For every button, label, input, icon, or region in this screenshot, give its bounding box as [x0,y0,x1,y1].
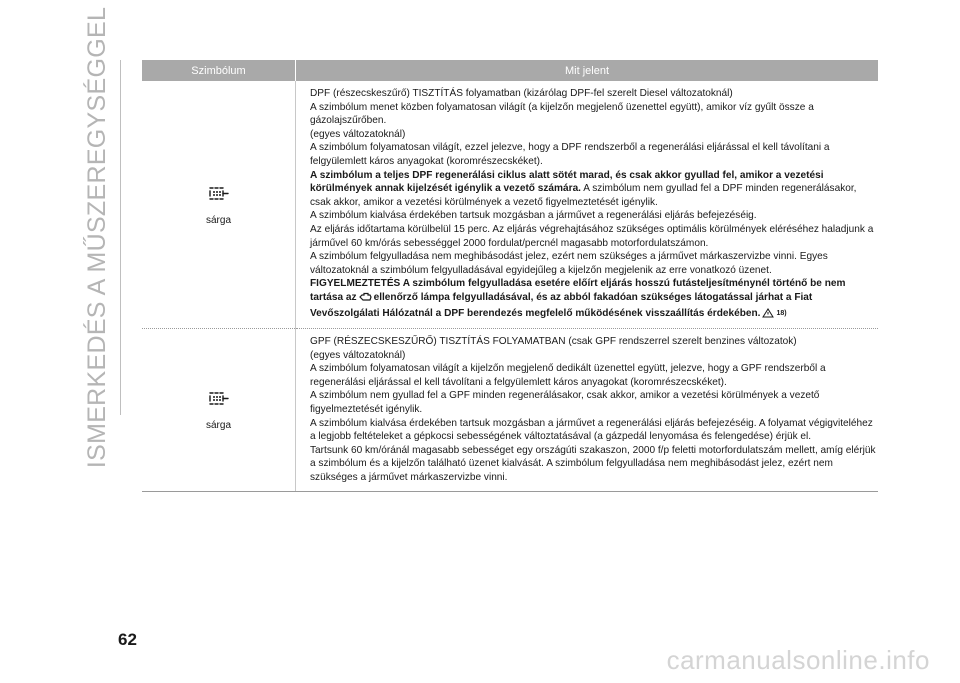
symbol-color-label: sárga [205,214,231,226]
description-text: (egyes változatoknál) [310,128,406,140]
symbol-color-label: sárga [205,419,231,431]
meaning-cell [296,329,879,492]
description-text: DPF (részecskeszűrő) TISZTÍTÁS folyamatban (kizárólag DPF-fel szerelt Diesel változatoknál) [310,88,733,99]
book-reference-icon [762,308,774,323]
engine-warning-icon [359,292,372,307]
header-meaning: Mit jelent [296,60,879,81]
description-text: A szimbólum folyamatosan világít a kijelzőn megjelenő dedikált üzenettel együtt, jelezve, hogy a GPF rendszerből a regenerálási eljárással el kell távolítani a felgyülemlett káros anyagokat (koromrészecskéket). [310,363,826,388]
description-text: Tartsunk 60 km/óránál magasabb sebességet egy országúti szakaszon, 2000 f/p feletti motorfordulatszám mellett, amíg elérjük a szimbólum és a kijelzőn található üzenet kialvását. A szimbólum felgyulladása nem meghibásodást jelez, ezért nem szükséges a járművet márkaszervizbe vinni. [310,444,876,484]
warning-text: FIGYELMEZTETÉS A szimbólum felgyulladása esetére előírt eljárás hosszú futásteljesítménynél történő be nem tartása az [310,278,846,303]
description-text: A szimbólum felgyulladása nem meghibásodást jelez, ezért nem szükséges a járművet márkaszervizbe vinni. Egyes változatoknál a szimbólum felgyulladásával egyidejűleg a kijelzőn megjelenik az erre vonatkozó üzenet. [310,251,828,276]
description-text: A szimbólum kialvása érdekében tartsuk mozgásban a járművet a regenerálási eljárás befejezéséig. A folyamat végigviteléhez a legjobb feltételeket a gépkocsi sebességének változtatásával (a gázpedál lenyomása és felengedése) érjük el. [310,417,873,443]
table-header-row [142,60,878,81]
dpf-filter-icon [208,184,230,204]
description-text: A szimbólum kialvása érdekében tartsuk mozgásban a járművet a regenerálási eljárás befejezéséig. [310,210,757,222]
page-number: 62 [118,630,137,649]
description-text: GPF (RÉSZECSKESZŰRŐ) TISZTÍTÁS FOLYAMATBAN (csak GPF rendszerrel szerelt benzines változatok) [310,336,797,348]
description-bold-text: A szimbólum a teljes DPF regenerálási ciklus alatt sötét marad, és csak akkor gyullad fel, amikor a vezetési körülmények annak kijelzését igénylik a vezető számára. [310,169,824,195]
table-row [142,81,878,329]
section-side-title [83,6,113,469]
description-text: A szimbólum nem gyullad fel a DPF minden regenerálásakor, csak akkor, amikor a vezetési körülmények a vezető figyelmeztetését igénylik. [310,183,857,208]
description-text: A szimbólum menet közben folyamatosan világít (a kijelzőn megjelenő üzenettel együtt), amikor víz gyűlt össze a gázolajszűrőben. [310,101,814,127]
header-symbol: Szimbólum [142,60,296,81]
side-divider [120,60,121,415]
section-side-title-text: ISMERKEDÉS A MŰSZEREGYSÉGGEL [83,6,112,469]
warning-text: ellenőrző lámpa felgyulladásával, és az abból fakadóan szükséges látogatással járhat a Fiat Vevőszolgálati Hálózatnál a DPF berendezés megfelelő működésének visszaállítás érdekében. [310,291,813,319]
description-text: A szimbólum nem gyullad fel a GPF minden regenerálásakor, csak akkor, amikor a vezetési körülmények a vezető figyelmeztetését igénylik. [310,390,820,416]
description-text: A szimbólum folyamatosan világít, ezzel jelezve, hogy a DPF rendszerből a regenerálási eljárással el kell távolítani a felgyülemlett káros anyagokat (koromrészecskéket). [310,142,830,167]
description-text: Az eljárás időtartama körülbelül 15 perc. Az eljárás végrehajtásához szükséges optimális körülmények eléréséhez haladjunk a járművel 60 km/órás sebességgel 2000 fordulat/percnél magasabb motorfordulatszámon. [310,223,874,249]
symbol-table [142,60,878,492]
table-row [142,329,878,492]
watermark: carmanualsonline.info [666,645,930,675]
symbol-cell [142,81,296,329]
warning-paragraph [310,277,878,322]
warning-reference: 18) [776,309,787,317]
gpf-filter-icon [208,389,230,409]
description-text: (egyes változatoknál) [310,349,406,361]
meaning-cell [296,81,879,329]
description-paragraph [310,169,878,210]
symbol-cell [142,329,296,492]
